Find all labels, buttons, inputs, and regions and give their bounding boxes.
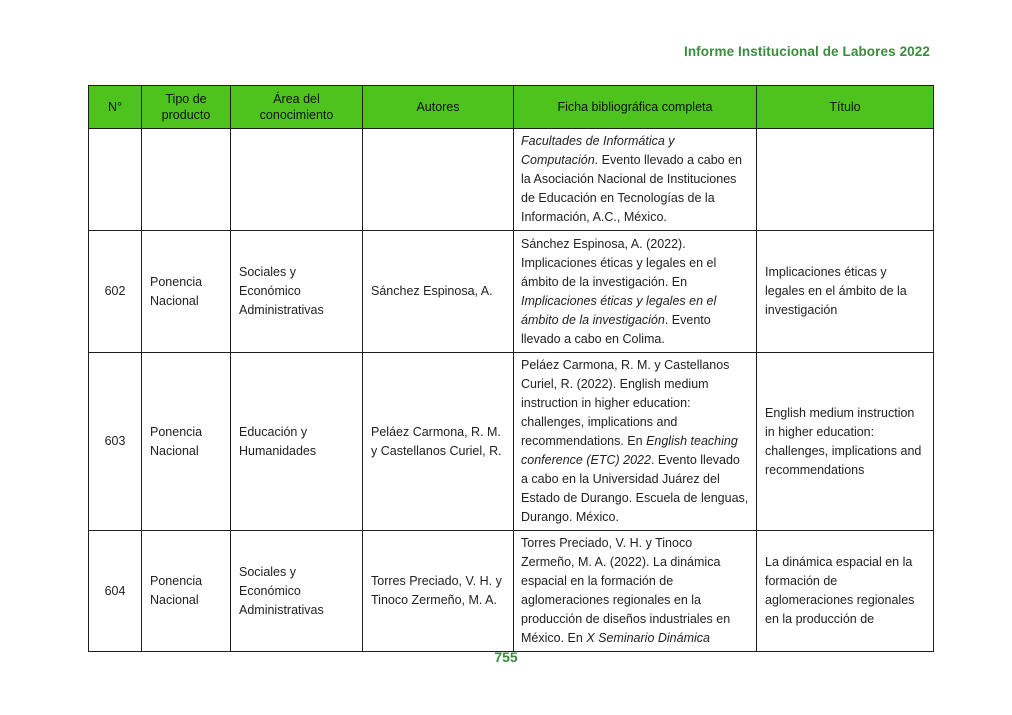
- cell-area: Sociales y Económico Administrativas: [231, 531, 363, 652]
- cell-area: Educación y Humanidades: [231, 353, 363, 531]
- ficha-segment-italic: English teaching conference (ETC) 2022: [521, 434, 738, 467]
- ficha-segment-italic: X Seminario Dinámica: [586, 631, 710, 645]
- cell-autores: [363, 129, 514, 231]
- cell-titulo: [757, 129, 934, 231]
- ficha-segment: . Evento llevado a cabo en Colima.: [521, 312, 711, 346]
- cell-autores: Sánchez Espinosa, A.: [363, 231, 514, 353]
- cell-num: 604: [89, 531, 142, 652]
- cell-tipo: Ponencia Nacional: [142, 231, 231, 353]
- cell-titulo: English medium instruction in higher education: challenges, implications and recommendations: [757, 353, 934, 531]
- column-header-tipo: Tipo de producto: [142, 86, 231, 129]
- publications-table: [88, 85, 934, 652]
- cell-num: 602: [89, 231, 142, 353]
- ficha-segment: Sánchez Espinosa, A. (2022). Implicaciones éticas y legales en el ámbito de la investigación. En: [521, 236, 717, 289]
- ficha-segment-italic: Facultades de Informática y Computación: [521, 134, 675, 167]
- cell-ficha: [514, 353, 757, 531]
- cell-num: 603: [89, 353, 142, 531]
- column-header-autores: Autores: [363, 86, 514, 129]
- cell-area: [231, 129, 363, 231]
- report-header-title: Informe Institucional de Labores 2022: [683, 44, 930, 59]
- column-header-ficha: Ficha bibliográfica completa: [514, 86, 757, 129]
- table-row: [89, 531, 934, 652]
- cell-tipo: [142, 129, 231, 231]
- cell-area: Sociales y Económico Administrativas: [231, 231, 363, 353]
- cell-tipo: Ponencia Nacional: [142, 353, 231, 531]
- cell-ficha: [514, 231, 757, 353]
- table-body: [89, 129, 934, 652]
- cell-num: [89, 129, 142, 231]
- table-row: [89, 129, 934, 231]
- table-row: [89, 231, 934, 353]
- cell-ficha: [514, 531, 757, 652]
- cell-titulo: La dinámica espacial en la formación de aglomeraciones regionales en la producción de: [757, 531, 934, 652]
- column-header-area: Área del conocimiento: [231, 86, 363, 129]
- ficha-segment: . Evento llevado a cabo en la Asociación Nacional de Instituciones de Educación en Tecnologías de la Información, A.C., México.: [521, 153, 742, 224]
- cell-titulo: Implicaciones éticas y legales en el ámbito de la investigación: [757, 231, 934, 353]
- cell-autores: Torres Preciado, V. H. y Tinoco Zermeño, M. A.: [363, 531, 514, 652]
- cell-autores: Peláez Carmona, R. M. y Castellanos Curiel, R.: [363, 353, 514, 531]
- ficha-segment: . Evento llevado a cabo en la Universidad Juárez del Estado de Durango. Escuela de lenguas, Durango. México.: [521, 453, 749, 524]
- column-header-titulo: Título: [757, 86, 934, 129]
- table-header-row: [89, 86, 934, 129]
- table-row: [89, 353, 934, 531]
- cell-tipo: Ponencia Nacional: [142, 531, 231, 652]
- ficha-segment-italic: Implicaciones éticas y legales en el ámbito de la investigación: [521, 293, 717, 327]
- ficha-segment: Torres Preciado, V. H. y Tinoco Zermeño, M. A. (2022). La dinámica espacial en la formación de aglomeraciones regionales en la producción de diseños industriales en México. En: [521, 536, 731, 645]
- ficha-segment: Peláez Carmona, R. M. y Castellanos Curiel, R. (2022). English medium instruction in higher education: challenges, implications and recommendations. En: [521, 358, 730, 448]
- page-number: 755: [494, 649, 518, 665]
- cell-ficha: [514, 129, 757, 231]
- column-header-num: N°: [89, 86, 142, 129]
